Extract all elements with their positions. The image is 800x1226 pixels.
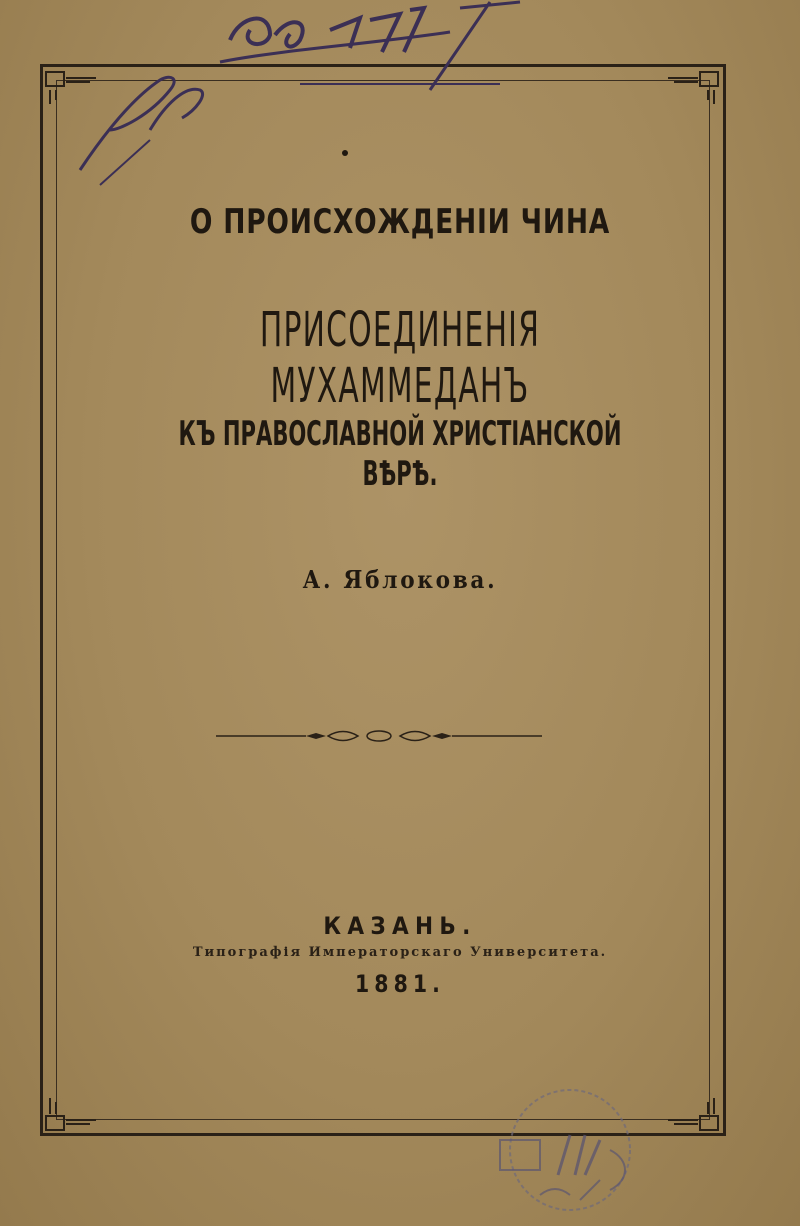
corner-ornament-bottom-left bbox=[44, 1096, 100, 1132]
library-stamp bbox=[490, 1080, 650, 1220]
title-line-2: ПРИСОЕДИНЕНІЯ МУХАММЕДАНЪ bbox=[259, 302, 541, 414]
corner-ornament-bottom-right bbox=[664, 1096, 720, 1132]
printer-name: Типографія Императорскаго Университета. bbox=[192, 945, 608, 960]
handwritten-annotation-marks bbox=[60, 0, 580, 190]
title-line-3: КЪ ПРАВОСЛАВНОЙ ХРИСТІАНСКОЙ ВѢРѢ. bbox=[178, 414, 622, 494]
author-name: А. Яблокова. bbox=[302, 565, 498, 594]
corner-ornament-top-right bbox=[664, 70, 720, 106]
title-line-1: О ПРОИСХОЖДЕНІИ ЧИНА bbox=[189, 202, 611, 242]
publication-year: 1881. bbox=[354, 970, 446, 998]
publication-city: КАЗАНЬ. bbox=[323, 912, 477, 940]
decorative-rule-ornament bbox=[216, 726, 542, 746]
ink-dot bbox=[342, 150, 348, 156]
